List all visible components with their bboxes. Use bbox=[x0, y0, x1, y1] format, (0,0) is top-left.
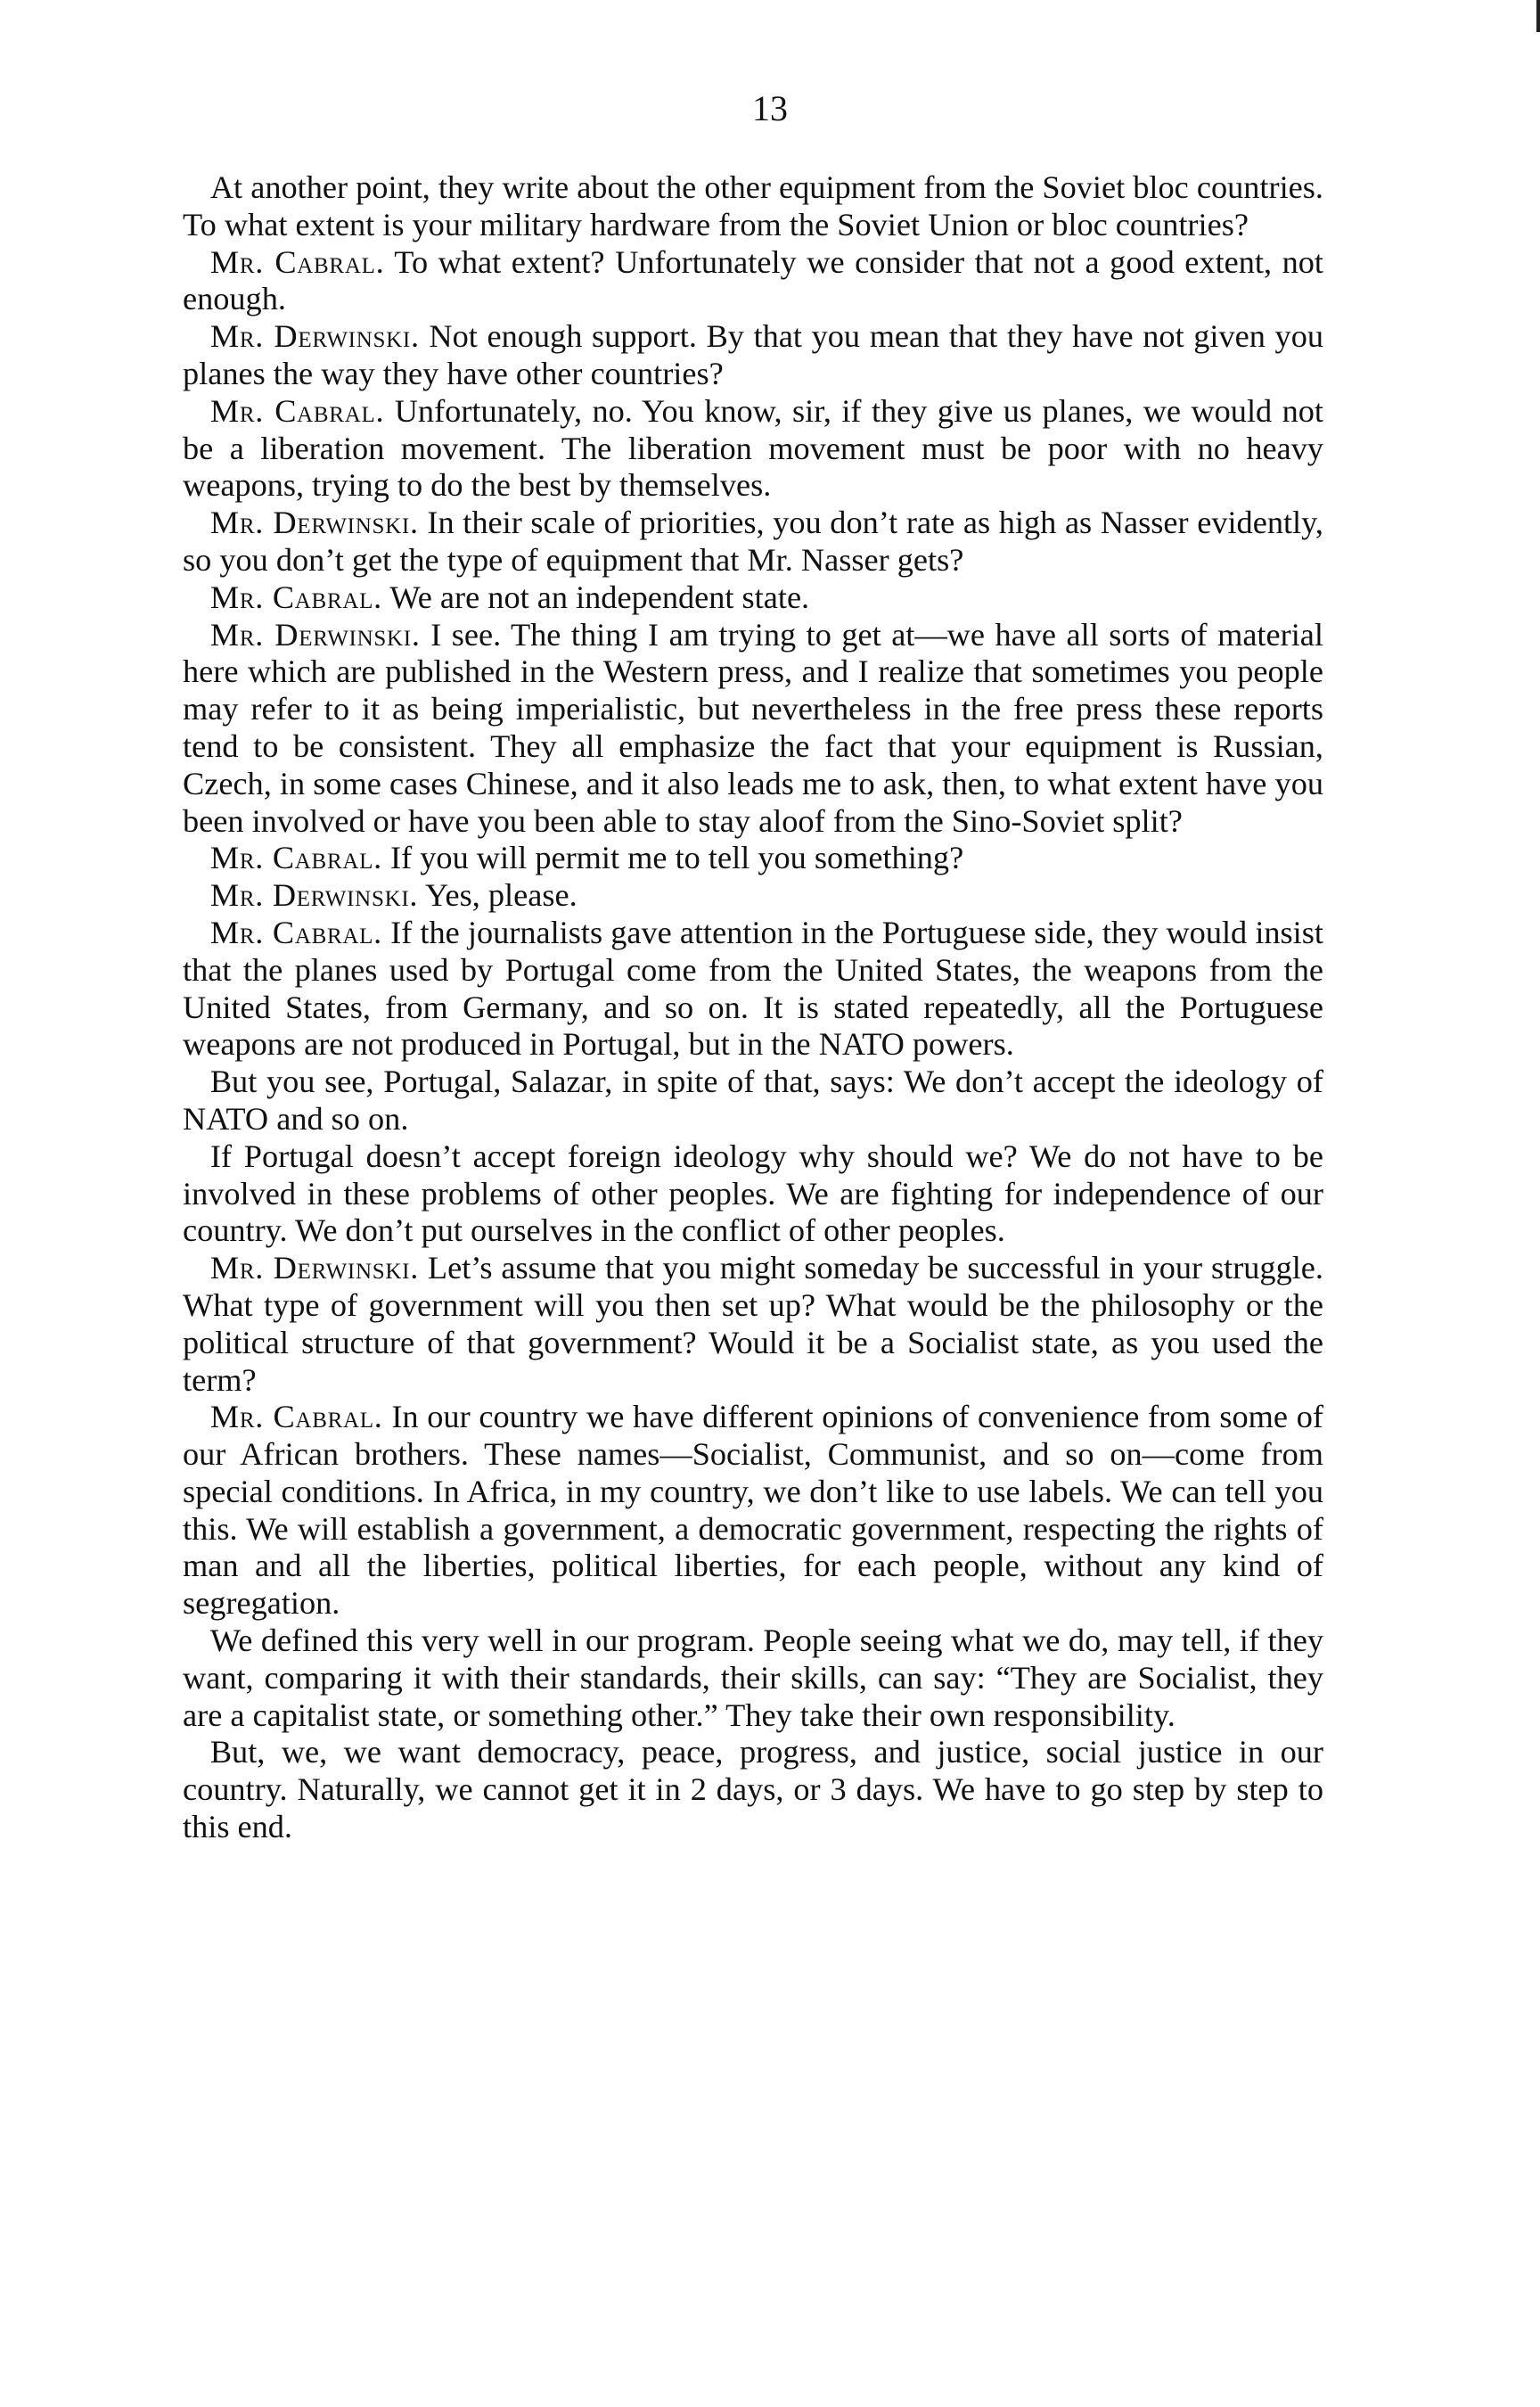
paragraph bbox=[183, 1064, 1323, 1138]
speaker-label: Mr. Cabral. bbox=[209, 840, 382, 876]
paragraph-text: Unfortunately, no. You know, sir, if they give us planes, we would not be a liberation movement. The liberation movement must be poor with no heavy weapons, trying to do the best by themselves. bbox=[183, 392, 1323, 504]
paragraph-text: We defined this very well in our program. People seeing what we do, may tell, if they want, comparing it with their standards, their skills, can say: “They are Socialist, they are a capitalist state, or something other.” They take their own responsibility. bbox=[183, 1622, 1323, 1733]
paragraph bbox=[183, 579, 1323, 617]
speaker-label: Mr. Cabral. bbox=[209, 1399, 383, 1435]
paragraph bbox=[183, 318, 1323, 393]
speaker-label: Mr. Cabral. bbox=[209, 392, 385, 429]
paragraph bbox=[183, 1734, 1323, 1845]
paragraph-text: If Portugal doesn’t accept foreign ideology why should we? We do not have to be involved in these problems of other peoples. We are fighting for independence of our country. We don’t put ourselves in the conflict of other peoples. bbox=[183, 1138, 1323, 1249]
paragraph-text: To what extent? Unfortunately we consider that not a good extent, not enough. bbox=[183, 243, 1323, 317]
paragraph bbox=[183, 877, 1323, 915]
speaker-label: Mr. Derwinski. bbox=[209, 318, 420, 355]
paragraph bbox=[183, 1622, 1323, 1734]
paragraph-text: If the journalists gave attention in the Portuguese side, they would insist that the planes used by Portugal come from the United States, the weapons from the United States, from Germany, and so on. It is stated repeatedly, all the Portuguese weapons are not produced in Portugal, but in the NATO powers. bbox=[183, 914, 1323, 1063]
paragraph bbox=[183, 393, 1323, 505]
paragraph-text: But you see, Portugal, Salazar, in spite of that, says: We don’t accept the ideology of NATO and so on. bbox=[183, 1064, 1323, 1137]
paragraph-text: I see. The thing I am trying to get at—we have all sorts of material here which are published in the Western press, and I realize that sometimes you people may refer to it as being imperialistic, but nevertheless in the free press these reports tend to be consistent. They all emphasize the fact that your equipment is Russian, Czech, in some cases Chinese, and it also leads me to ask, then, to what extent have you been involved or have you been able to stay aloof from the Sino-Soviet split? bbox=[183, 616, 1323, 839]
paragraph-text: We are not an independent state. bbox=[381, 579, 810, 615]
paragraph bbox=[183, 169, 1323, 244]
paragraph-text: If you will permit me to tell you something? bbox=[381, 840, 964, 876]
speaker-label: Mr. Derwinski. bbox=[209, 1250, 420, 1286]
scan-edge-mark bbox=[1536, 0, 1540, 32]
paragraph-text: But, we, we want democracy, peace, progress, and justice, social justice in our country. Naturally, we cannot get it in 2 days, or 3 days. We have to go step by step to this end. bbox=[183, 1734, 1323, 1845]
speaker-label: Mr. Cabral. bbox=[209, 243, 385, 280]
paragraph-text: Let’s assume that you might someday be successful in your struggle. What type of government will you then set up? What would be the philosophy or the political structure of that government? Would it be a Socialist state, as you used the term? bbox=[183, 1250, 1323, 1398]
speaker-label: Mr. Derwinski. bbox=[209, 877, 419, 914]
paragraph-text: At another point, they write about the other equipment from the Soviet bloc countries. To what extent is your military hardware from the Soviet Union or bloc countries? bbox=[183, 169, 1323, 242]
speaker-label: Mr. Derwinski. bbox=[209, 616, 421, 653]
paragraph bbox=[183, 505, 1323, 579]
paragraph-text: In their scale of priorities, you don’t rate as high as Nasser evidently, so you don’t get the type of equipment that Mr. Nasser gets? bbox=[183, 505, 1324, 578]
paragraph bbox=[183, 1138, 1323, 1250]
paragraph bbox=[183, 840, 1323, 877]
paragraph bbox=[183, 915, 1323, 1064]
paragraph bbox=[183, 617, 1323, 841]
paragraph-text: Not enough support. By that you mean that they have not given you planes the way they have other countries? bbox=[183, 318, 1323, 391]
paragraph bbox=[183, 1250, 1323, 1399]
speaker-label: Mr. Cabral. bbox=[209, 579, 382, 615]
paragraph-text: In our country we have different opinions of convenience from some of our African brothers. These names—Socialist, Communist, and so on—come from special conditions. In Africa, in my country, we don’t like to use labels. We can tell you this. We will establish a government, a democratic government, respecting the rights of man and all the liberties, political liberties, for each people, without any kind of segregation. bbox=[183, 1399, 1323, 1622]
speaker-label: Mr. Derwinski. bbox=[209, 505, 419, 541]
paragraph bbox=[183, 1399, 1323, 1622]
body-text bbox=[183, 169, 1323, 1846]
page-number: 13 bbox=[752, 88, 788, 128]
paragraph-text: Yes, please. bbox=[418, 877, 578, 914]
paragraph bbox=[183, 244, 1323, 319]
speaker-label: Mr. Cabral. bbox=[209, 914, 382, 950]
